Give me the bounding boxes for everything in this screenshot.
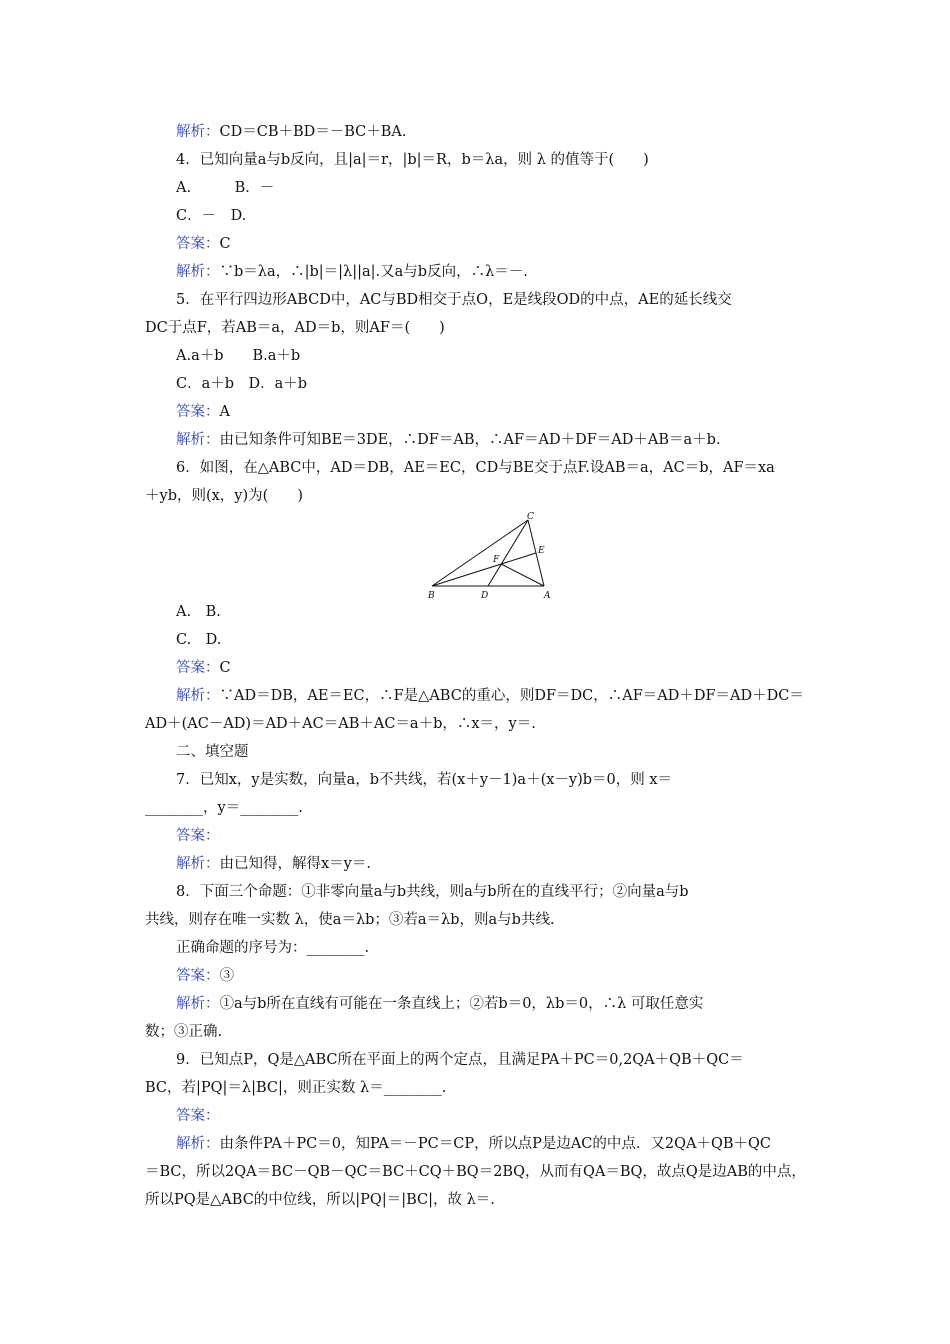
question-5-stem-cont: DC于点F，若AB＝a，AD＝b，则AF＝( ) <box>145 320 445 336</box>
question-6-stem-cont: ＋yb，则(x，y)为( ) <box>145 488 303 504</box>
question-7-stem-cont: ________，y＝________. <box>145 800 303 816</box>
point-label-a: A <box>544 591 551 601</box>
answer-label: 答案： <box>176 968 220 984</box>
question-9-analysis-cont-2: 所以PQ是△ABC的中位线，所以|PQ|＝|BC|，故 λ＝. <box>145 1192 495 1208</box>
point-label-f: F <box>493 555 500 565</box>
question-8-stem-cont: 共线，则存在唯一实数 λ，使a＝λb；③若a＝λb，则a与b共线. <box>145 912 555 928</box>
question-9-analysis <box>176 1134 771 1154</box>
answer-text: ③ <box>219 968 234 984</box>
question-6-analysis <box>176 686 804 706</box>
analysis-label: 解析： <box>176 688 220 704</box>
question-5-analysis <box>176 430 721 450</box>
question-6-options-cd: C. D. <box>176 632 222 648</box>
analysis-label: 解析： <box>176 996 220 1012</box>
question-7-analysis <box>176 854 371 874</box>
analysis-text: CD＝CB＋BD＝－BC＋BA. <box>219 124 407 140</box>
analysis-text: 由已知条件可知BE＝3DE，∴DF＝AB，∴AF＝AD＋DF＝AD＋AB＝a＋b. <box>219 432 721 448</box>
question-4-options-ab: A. B．－ <box>176 180 275 196</box>
question-5-options-ab: A.a＋b B.a＋b <box>176 348 301 364</box>
question-9-stem-cont: BC，若|PQ|＝λ|BC|，则正实数 λ＝________. <box>145 1080 447 1096</box>
answer-label: 答案： <box>176 1108 220 1124</box>
question-6-answer <box>176 658 231 678</box>
point-label-d: D <box>481 591 489 601</box>
question-7-answer <box>176 826 220 846</box>
line-1 <box>176 122 407 142</box>
question-4-analysis <box>176 262 528 282</box>
question-4-answer <box>176 234 231 254</box>
question-8-prompt: 正确命题的序号为：________. <box>176 940 370 956</box>
question-9-analysis-cont-1: ＝BC，所以2QA＝BC－QB－QC＝BC＋CQ＋BQ＝2BQ，从而有QA＝BQ，故点Q是边AB的中点， <box>145 1164 806 1180</box>
point-label-b: B <box>428 591 435 601</box>
answer-label: 答案： <box>176 236 220 252</box>
question-5-stem: 5．在平行四边形ABCD中，AC与BD相交于点O，E是线段OD的中点，AE的延长线交 <box>176 292 732 308</box>
analysis-text: 由条件PA＋PC＝0，知PA＝－PC＝CP，所以点P是边AC的中点．又2QA＋QB＋QC <box>219 1136 772 1152</box>
question-6-options-ab: A. B. <box>176 604 221 620</box>
analysis-text: ∵b＝λa，∴|b|＝|λ||a|.又a与b反向，∴λ＝－. <box>219 264 528 280</box>
question-8-answer <box>176 966 234 986</box>
answer-text: C <box>219 236 231 252</box>
segment-be <box>432 553 536 586</box>
analysis-text: ①a与b所在直线有可能在一条直线上；②若b＝0，λb＝0，∴λ 可取任意实 <box>219 996 704 1012</box>
answer-label: 答案： <box>176 404 220 420</box>
point-label-e: E <box>538 546 545 556</box>
question-5-options-cd: C．a＋b D．a＋b <box>176 376 308 392</box>
point-label-c: C <box>527 512 534 522</box>
answer-text: C <box>219 660 231 676</box>
analysis-label: 解析： <box>176 124 220 140</box>
question-8-analysis-cont: 数；③正确. <box>145 1024 223 1040</box>
analysis-text: ∵AD＝DB，AE＝EC，∴F是△ABC的重心，则DF＝DC，∴AF＝AD＋DF＝AD＋DC＝ <box>219 688 804 704</box>
question-8-stem: 8．下面三个命题：①非零向量a与b共线，则a与b所在的直线平行；②向量a与b <box>176 884 689 900</box>
question-9-stem: 9．已知点P，Q是△ABC所在平面上的两个定点，且满足PA＋PC＝0,2QA＋QB＋QC＝ <box>176 1052 744 1068</box>
analysis-label: 解析： <box>176 432 220 448</box>
answer-label: 答案： <box>176 660 220 676</box>
segment-cd <box>488 520 528 586</box>
analysis-label: 解析： <box>176 264 220 280</box>
analysis-label: 解析： <box>176 1136 220 1152</box>
question-6-analysis-cont: AD＋(AC－AD)＝AD＋AC＝AB＋AC＝a＋b，∴x＝，y＝. <box>145 716 536 732</box>
question-4-options-cd: C．－ D. <box>176 208 247 224</box>
triangle-figure <box>426 512 556 604</box>
question-8-analysis <box>176 994 703 1014</box>
segment-bc <box>432 520 528 586</box>
answer-text: A <box>219 404 230 420</box>
section-heading: 二、填空题 <box>176 744 249 760</box>
question-6-stem: 6．如图，在△ABC中，AD＝DB，AE＝EC，CD与BE交于点F.设AB＝a，AC＝b，AF＝xa <box>176 460 775 476</box>
question-4-stem: 4．已知向量a与b反向，且|a|＝r，|b|＝R，b＝λa，则 λ 的值等于( ) <box>176 152 649 168</box>
question-5-answer <box>176 402 230 422</box>
question-7-stem: 7．已知x，y是实数，向量a，b不共线，若(x＋y－1)a＋(x－y)b＝0，则 x＝ <box>176 772 673 788</box>
analysis-text: 由已知得，解得x＝y＝. <box>219 856 371 872</box>
answer-label: 答案： <box>176 828 220 844</box>
segment-af <box>501 564 544 586</box>
question-9-answer <box>176 1106 220 1126</box>
analysis-label: 解析： <box>176 856 220 872</box>
